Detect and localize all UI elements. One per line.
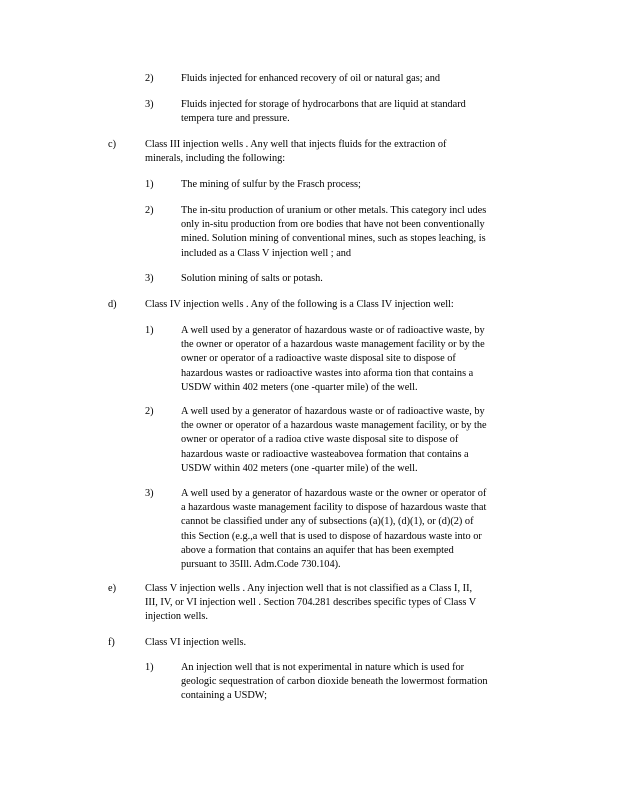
text-line: Class VI injection wells. xyxy=(145,637,247,648)
item-marker: 2) xyxy=(145,406,154,417)
text-line: Fluids injected for enhanced recovery of oil or natural gas; and xyxy=(181,73,441,84)
text-line: geologic sequestration of carbon dioxide beneath the lowermost formation xyxy=(181,676,488,688)
item-marker: 1) xyxy=(145,325,154,336)
text-line: included as a Class V injection well ; and xyxy=(181,247,352,259)
item-marker: 2) xyxy=(145,73,154,84)
text-line: Solution mining of salts or potash. xyxy=(181,273,323,284)
text-line: The mining of sulfur by the Frasch process; xyxy=(181,179,361,190)
text-line: A well used by a generator of hazardous waste or the owner or operator of xyxy=(181,488,487,499)
text-line: Fluids injected for storage of hydrocarbons that are liquid at standard xyxy=(181,99,466,110)
item-text xyxy=(145,138,541,166)
item-text xyxy=(181,72,541,86)
item-marker: f) xyxy=(108,637,115,648)
item-marker: 1) xyxy=(145,662,154,673)
text-line: USDW within 402 meters (one -quarter mile) of the well. xyxy=(181,381,418,393)
item-marker: d) xyxy=(108,299,117,310)
text-line: Class V injection wells . Any injection well that is not classified as a Class I, II, xyxy=(145,583,473,594)
text-line: a hazardous waste management facility to dispose of hazardous waste that xyxy=(181,502,487,514)
item-marker: 1) xyxy=(145,179,154,190)
text-line: A well used by a generator of hazardous waste or of radioactive waste, by xyxy=(181,406,485,417)
text-line: minerals, including the following: xyxy=(145,153,286,165)
text-line: this Section (e.g.,a well that is used to dispose of hazardous waste into or xyxy=(181,530,482,542)
item-text xyxy=(181,98,541,126)
text-line: containing a USDW; xyxy=(181,690,267,702)
item-text xyxy=(145,636,541,650)
text-line: pursuant to 35Ill. Adm.Code 730.104). xyxy=(181,559,341,571)
item-text xyxy=(145,298,541,312)
text-line: Class III injection wells . Any well that injects fluids for the extraction of xyxy=(145,139,447,150)
text-line: owner or operator of a radioa ctive waste disposal site to dispose of xyxy=(181,434,459,446)
text-line: An injection well that is not experimental in nature which is used for xyxy=(181,662,465,673)
text-line: the owner or operator of a hazardous waste management facility, or by the xyxy=(181,420,487,432)
text-line: above a formation that contains an aquifer that has been exempted xyxy=(181,544,454,556)
text-line: mined. Solution mining of conventional mines, such as stopes leaching, is xyxy=(181,233,486,245)
text-line: USDW within 402 meters (one -quarter mile) of the well. xyxy=(181,462,418,474)
item-marker: e) xyxy=(108,583,116,594)
text-line: The in-situ production of uranium or other metals. This category incl udes xyxy=(181,205,487,216)
item-text xyxy=(181,204,541,261)
text-line: A well used by a generator of hazardous waste or of radioactive waste, by xyxy=(181,325,485,336)
item-text xyxy=(181,405,541,476)
text-line: owner or operator of a radioactive waste disposal site to dispose of xyxy=(181,353,456,365)
item-text xyxy=(181,487,541,572)
text-line: tempera ture and pressure. xyxy=(181,113,290,125)
item-text xyxy=(181,272,541,286)
text-line: cannot be classified under any of subsections (a)(1), (d)(1), or (d)(2) of xyxy=(181,516,474,528)
text-line: injection wells. xyxy=(145,611,208,623)
item-marker: 2) xyxy=(145,205,154,216)
text-line: Class IV injection wells . Any of the following is a Class IV injection well: xyxy=(145,299,454,310)
text-line: hazardous waste or radioactive wasteabovea formation that contains a xyxy=(181,448,469,460)
item-marker: 3) xyxy=(145,99,154,110)
item-marker: 3) xyxy=(145,488,154,499)
item-text xyxy=(181,178,541,192)
item-text xyxy=(145,582,541,625)
text-line: only in-situ production from ore bodies that have not been conventionally xyxy=(181,219,485,231)
text-line: III, IV, or VI injection well . Section 704.281 describes specific types of Class V xyxy=(145,597,477,609)
item-text xyxy=(181,324,541,395)
text-line: the owner or operator of a hazardous waste management facility or by the xyxy=(181,339,485,351)
item-marker: 3) xyxy=(145,273,154,284)
item-text xyxy=(181,661,541,704)
text-line: hazardous wastes or radioactive wastes into aforma tion that contains a xyxy=(181,367,474,379)
item-marker: c) xyxy=(108,139,116,150)
